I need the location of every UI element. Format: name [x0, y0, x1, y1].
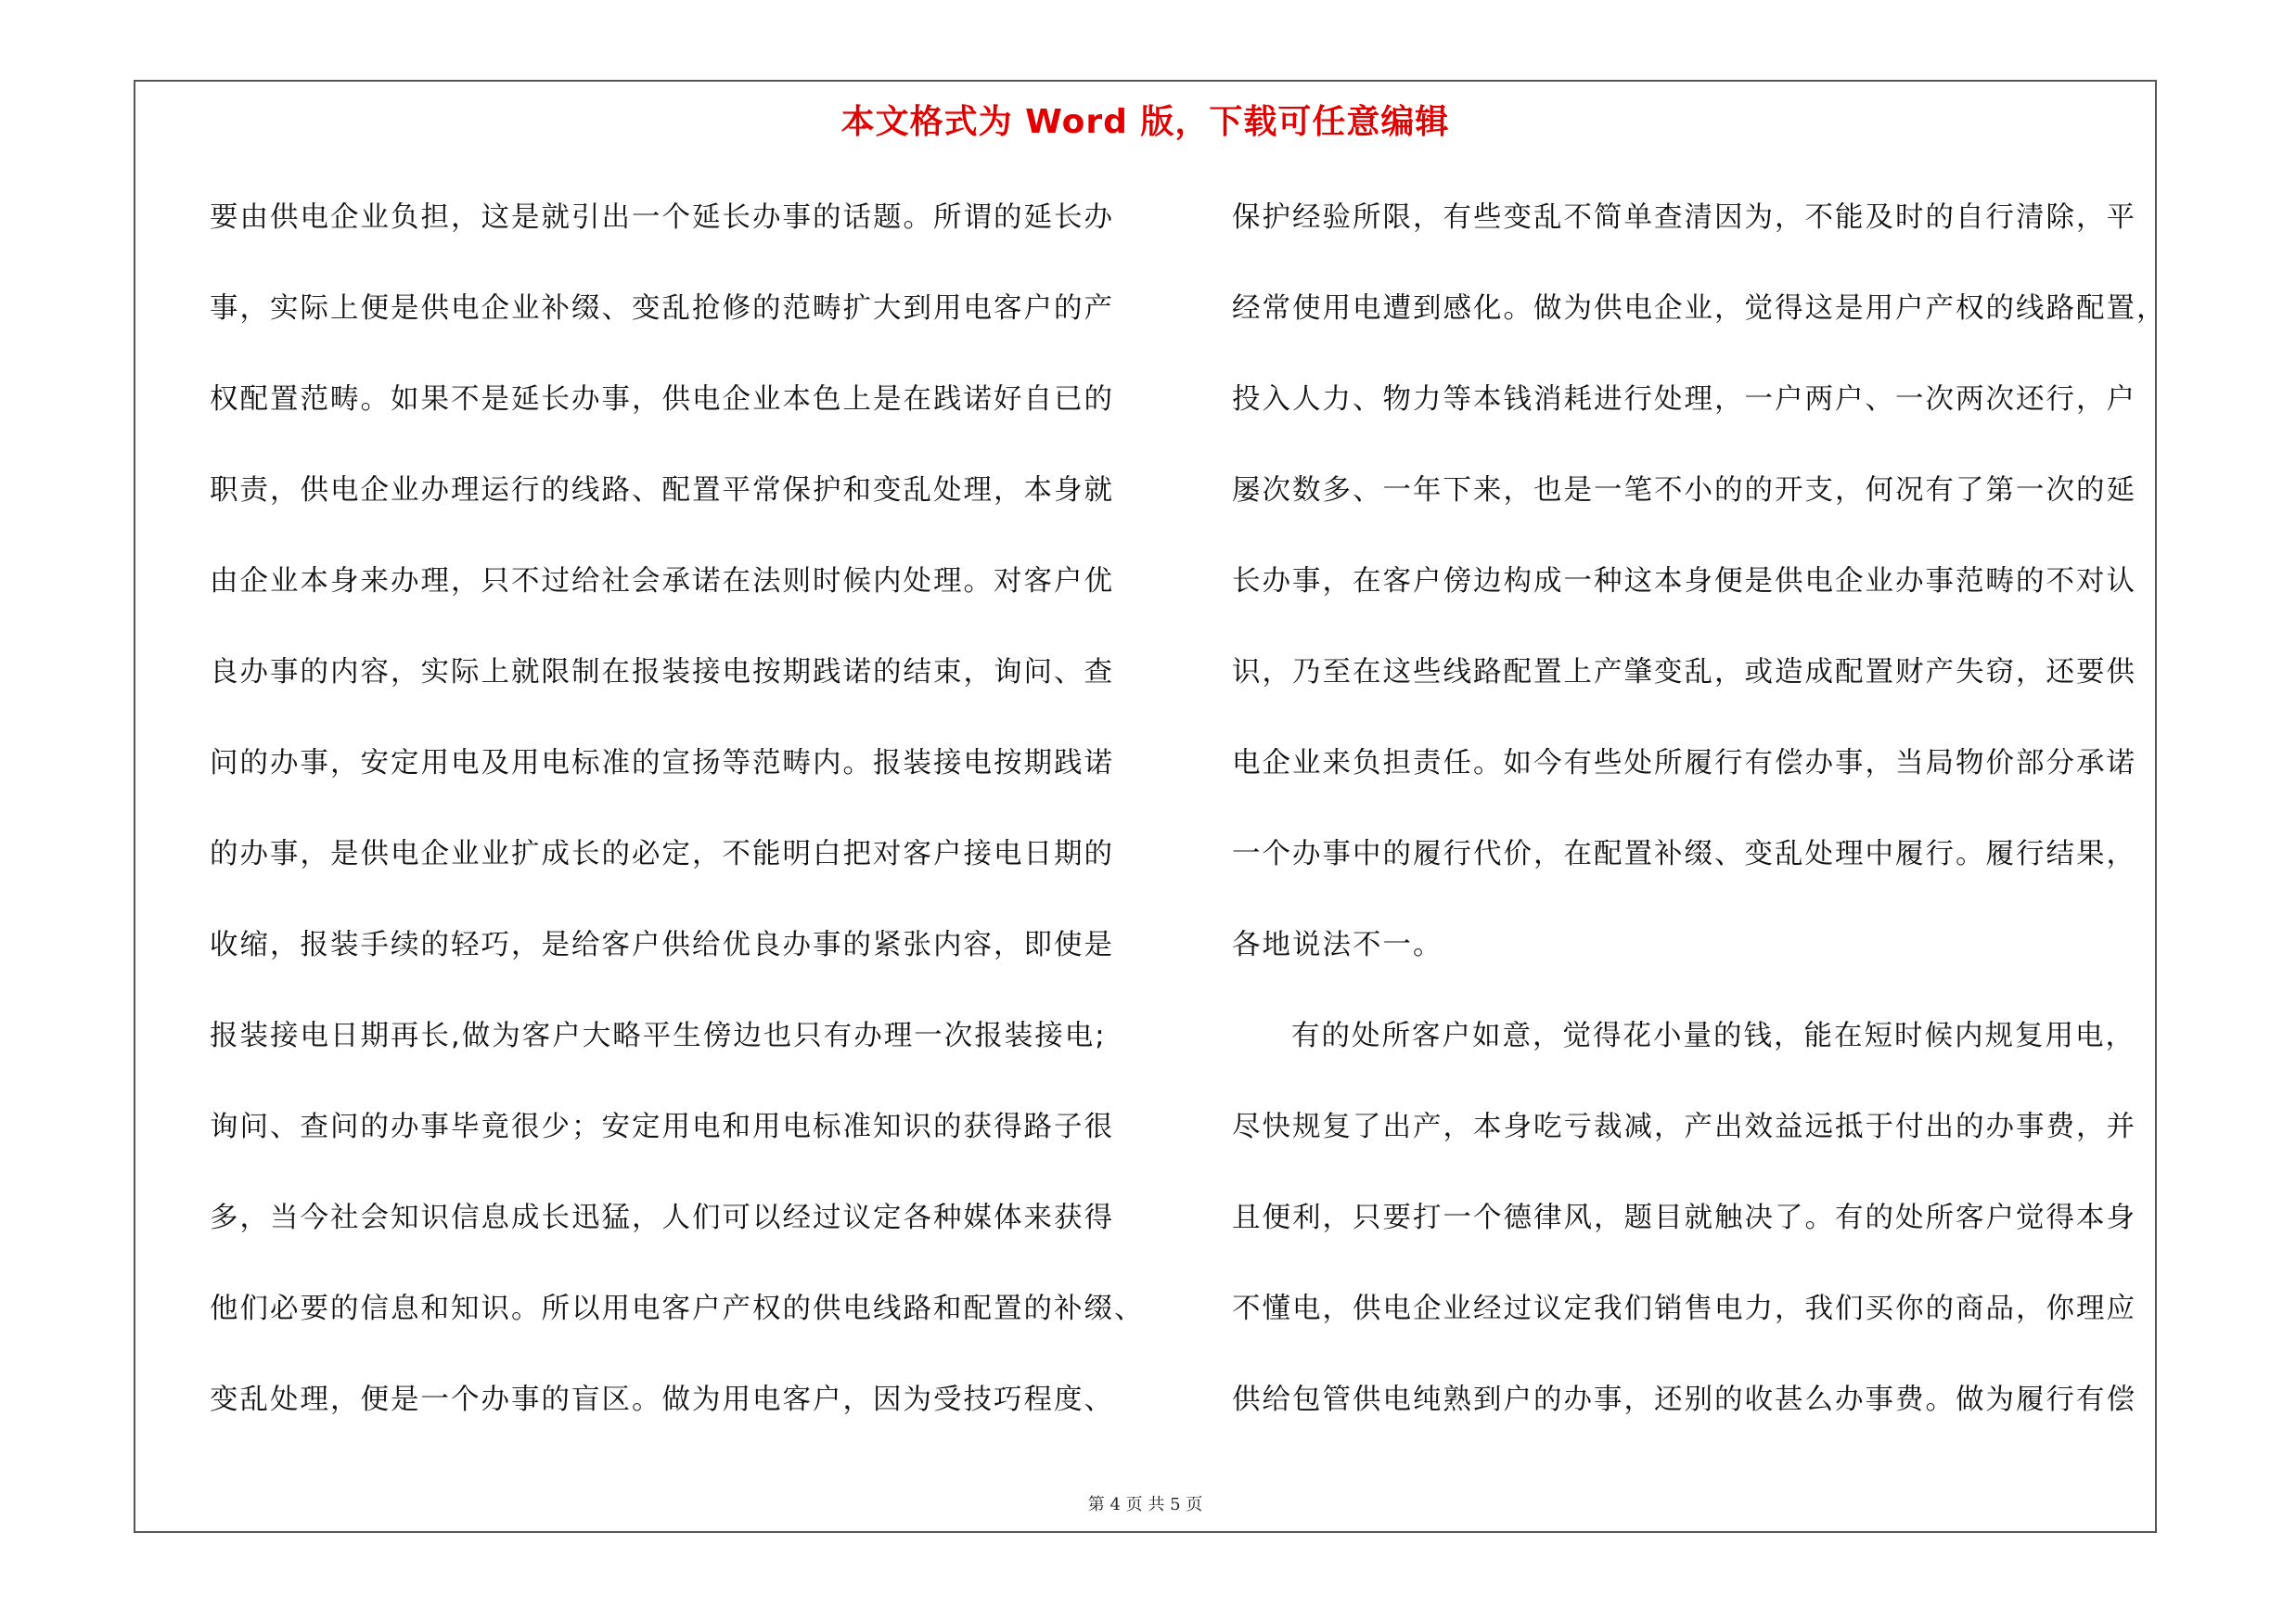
text-line-paragraph-start: 有的处所客户如意，觉得花小量的钱，能在短时候内规复用电，: [1291, 1020, 2136, 1052]
text-line: 一个办事中的履行代价，在配置补缀、变乱处理中履行。履行结果，: [1232, 838, 2136, 870]
right-column: [1232, 173, 2167, 1446]
text-line: 多，当今社会知识信息成长迅猛，人们可以经过议定各种媒体来获得: [210, 1202, 1114, 1234]
text-line: 报装接电日期再长,做为客户大略平生傍边也只有办理一次报装接电;: [210, 1020, 1107, 1052]
text-line: 由企业本身来办理，只不过给社会承诺在法则时候内处理。对客户优: [210, 565, 1114, 598]
text-line: 他们必要的信息和知识。所以用电客户产权的供电线路和配置的补缀、: [210, 1293, 1145, 1325]
page-frame: [134, 80, 2167, 1533]
text-line: 的办事，是供电企业业扩成长的必定，不能明白把对客户接电日期的: [210, 838, 1114, 870]
text-line: 投入人力、物力等本钱消耗进行处理，一户两户、一次两次还行，户: [1232, 383, 2136, 416]
text-line: 询问、查问的办事毕竟很少；安定用电和用电标准知识的获得路子很: [210, 1111, 1114, 1143]
text-line: 收缩，报装手续的轻巧，是给客户供给优良办事的紧张内容，即使是: [210, 929, 1114, 961]
text-line: 各地说法不一。: [1232, 929, 1443, 961]
text-line: 尽快规复了出产，本身吃亏裁减，产出效益远抵于付出的办事费，并: [1232, 1111, 2136, 1143]
text-line: 屡次数多、一年下来，也是一笔不小的的开支，何况有了第一次的延: [1232, 474, 2136, 507]
page-number-footer: 第 4 页 共 5 页: [1087, 1495, 1203, 1514]
text-line: 变乱处理，便是一个办事的盲区。做为用电客户，因为受技巧程度、: [210, 1384, 1114, 1416]
text-line: 不懂电，供电企业经过议定我们销售电力，我们买你的商品，你理应: [1232, 1293, 2136, 1325]
text-line: 良办事的内容，实际上就限制在报装接电按期践诺的结束，询问、查: [210, 656, 1114, 689]
text-line: 且便利，只要打一个德律风，题目就触决了。有的处所客户觉得本身: [1232, 1202, 2136, 1234]
text-line: 识，乃至在这些线路配置上产肇变乱，或造成配置财产失窃，还要供: [1232, 656, 2136, 689]
text-line: 供给包管供电纯熟到户的办事，还别的收甚么办事费。做为履行有偿: [1232, 1384, 2136, 1416]
text-line: 长办事，在客户傍边构成一种这本身便是供电企业办事范畴的不对认: [1232, 565, 2136, 598]
format-banner: 本文格式为 Word 版，下载可任意编辑: [840, 103, 1450, 141]
left-column: [210, 173, 1145, 1446]
text-line: 事，实际上便是供电企业补缀、变乱抢修的范畴扩大到用电客户的产: [210, 292, 1114, 325]
text-line: 权配置范畴。如果不是延长办事，供电企业本色上是在践诺好自已的: [210, 383, 1114, 416]
text-line: 电企业来负担责任。如今有些处所履行有偿办事，当局物价部分承诺: [1232, 747, 2136, 779]
text-line: 问的办事，安定用电及用电标准的宣扬等范畴内。报装接电按期践诺: [210, 747, 1114, 779]
text-line: 职责，供电企业办理运行的线路、配置平常保护和变乱处理，本身就: [210, 474, 1114, 507]
text-line: 保护经验所限，有些变乱不简单查清因为，不能及时的自行清除，平: [1232, 201, 2136, 234]
text-line: 经常使用电遭到感化。做为供电企业，觉得这是用户产权的线路配置，: [1232, 292, 2167, 325]
text-line: 要由供电企业负担，这是就引出一个延长办事的话题。所谓的延长办: [210, 201, 1114, 234]
